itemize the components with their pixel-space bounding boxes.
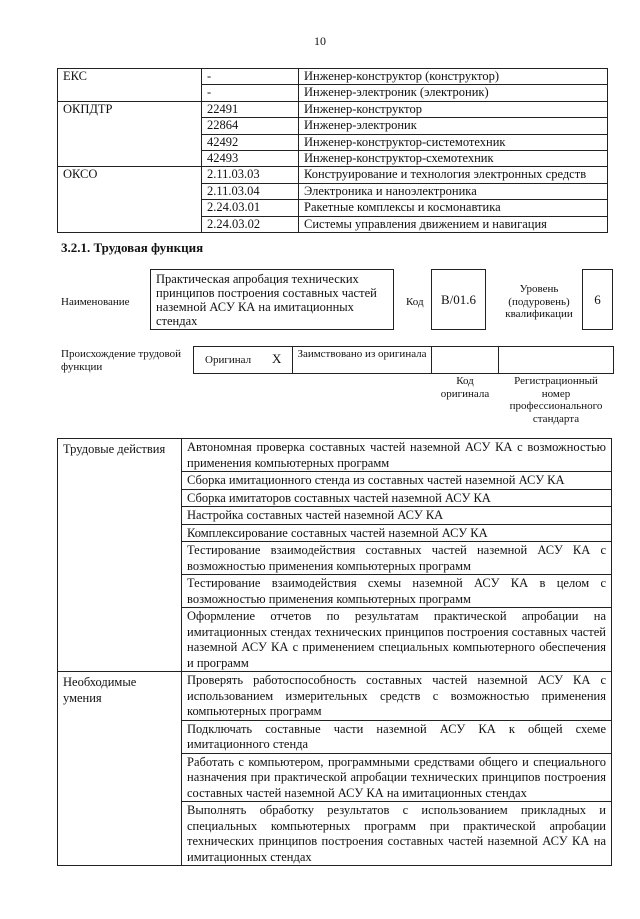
classifier-name: ЕКС [58, 69, 202, 102]
table-row [58, 672, 612, 721]
classifier-code: 42492 [202, 134, 299, 150]
labor-action-item: Настройка составных частей наземной АСУ КА [182, 507, 612, 525]
original-label: Оригинал [205, 354, 252, 366]
skill-item: Выполнять обработку результатов с использованием прикладных и специальных компьютерных программ при практической апробации технических принципов построения составных частей наземной АСУ КА на имитационных стендах [182, 802, 612, 866]
function-code-value: В/01.6 [431, 269, 486, 330]
labor-action-item: Сборка имитационного стенда из составных частей наземной АСУ КА [182, 472, 612, 490]
classifier-code: 22864 [202, 118, 299, 134]
function-name-value: Практическая апробация технических принципов построения составных частей наземной АСУ КА на имитационных стендах [150, 269, 394, 330]
labor-actions-label: Трудовые действия [58, 439, 182, 672]
classifier-title: Электроника и наноэлектроника [299, 183, 608, 199]
classifier-title: Инженер-электроник [299, 118, 608, 134]
classifier-title: Инженер-конструктор [299, 101, 608, 117]
classifier-title: Инженер-конструктор-схемотехник [299, 151, 608, 167]
name-label: Наименование [61, 296, 130, 308]
classifier-code: - [202, 85, 299, 101]
labor-action-item: Сборка имитаторов составных частей наземной АСУ КА [182, 489, 612, 507]
classifier-title: Конструирование и технология электронных средств [299, 167, 608, 183]
level-label: Уровень (подуровень) квалификации [505, 283, 573, 320]
classifier-title: Системы управления движением и навигация [299, 216, 608, 232]
page-number: 10 [314, 34, 326, 48]
classifier-name: ОКСО [58, 167, 202, 233]
classifier-code: 22491 [202, 101, 299, 117]
classifier-name: ОКПДТР [58, 101, 202, 167]
code-label: Код [406, 296, 424, 308]
section-title: 3.2.1. Трудовая функция [61, 240, 204, 255]
classifier-code: 42493 [202, 151, 299, 167]
skills-label: Необходимые умения [58, 672, 182, 866]
function-details-table [57, 438, 612, 866]
labor-action-item: Тестирование взаимодействия схемы наземной АСУ КА в целом с возможностью применения компьютерных программ [182, 575, 612, 608]
classifier-title: Инженер-конструктор (конструктор) [299, 69, 608, 85]
labor-action-item: Тестирование взаимодействия составных частей наземной АСУ КА с возможностью применения компьютерных программ [182, 542, 612, 575]
level-value: 6 [582, 269, 613, 330]
labor-action-item: Автономная проверка составных частей наземной АСУ КА с возможностью применения компьютерных программ [182, 439, 612, 472]
original-mark: X [272, 351, 282, 366]
classifier-code: 2.11.03.04 [202, 183, 299, 199]
skill-item: Подключать составные части наземной АСУ КА к общей схеме имитационного стенда [182, 720, 612, 753]
skill-item: Работать с компьютером, программными средствами общего и специального назначения при практической апробации технических принципов построения составных частей наземной АСУ КА на имитационных стендах [182, 753, 612, 802]
classifier-table [57, 68, 608, 233]
classifier-title: Инженер-конструктор-системотехник [299, 134, 608, 150]
classifier-title: Инженер-электроник (электроник) [299, 85, 608, 101]
skill-item: Проверять работоспособность составных частей наземной АСУ КА с использованием измерительных средств с возможностью применения компьютерных программ [182, 672, 612, 721]
table-row [58, 439, 612, 472]
table-row [58, 167, 608, 183]
table-row [58, 101, 608, 117]
divider [431, 346, 432, 374]
divider [292, 346, 293, 374]
code-original-label: Код оригинала [440, 375, 490, 400]
classifier-code: 2.11.03.03 [202, 167, 299, 183]
classifier-code: 2.24.03.01 [202, 200, 299, 216]
borrowed-label: Заимствовано из оригинала [297, 348, 427, 360]
reg-number-label: Регистрационный номер профессионального стандарта [509, 375, 603, 425]
classifier-title: Ракетные комплексы и космонавтика [299, 200, 608, 216]
classifier-code: 2.24.03.02 [202, 216, 299, 232]
labor-action-item: Оформление отчетов по результатам практической апробации на имитационных стендах технических принципов построения составных частей наземной АСУ КА с применением специальных компьютерного обеспечения и программ [182, 608, 612, 672]
classifier-code: - [202, 69, 299, 85]
table-row [58, 69, 608, 85]
origin-label: Происхождение трудовой функции [61, 348, 182, 373]
divider [498, 346, 499, 374]
labor-action-item: Комплексирование составных частей наземной АСУ КА [182, 524, 612, 542]
